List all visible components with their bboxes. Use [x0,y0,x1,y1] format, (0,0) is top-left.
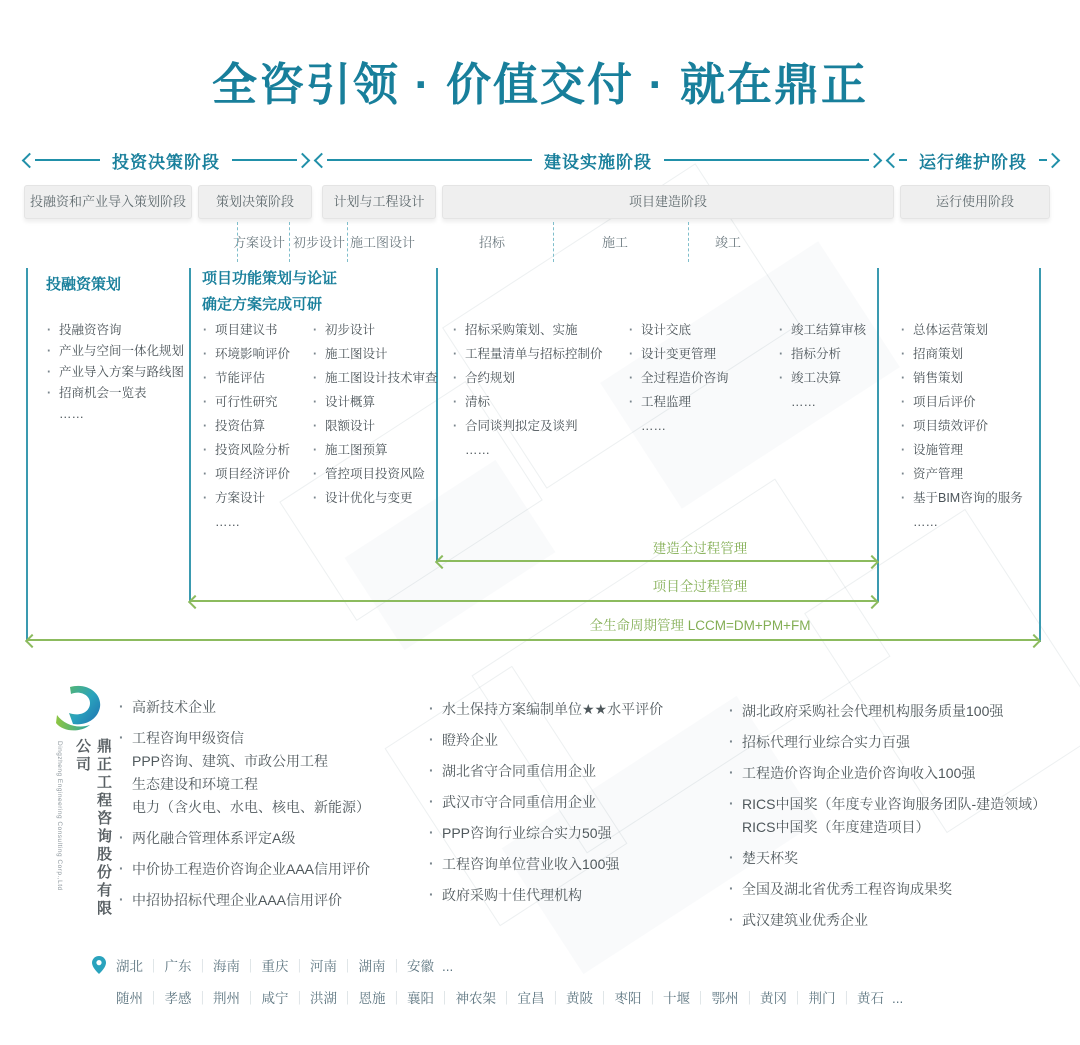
management-arrow-project [191,600,876,602]
service-item: · 全过程造价咨询 [628,370,729,386]
stage-box-project-construction: 项目建造阶段 [442,185,894,219]
service-item: …… [465,443,490,457]
city-item: ｜ 宜昌 [496,991,545,1006]
service-item: · 竣工决算 [778,370,866,386]
service-item: · 销售策划 [900,370,1023,386]
province-item: ｜ 广东 [143,959,192,974]
qualification-item: · 武汉市守合同重信用企业 [428,792,723,813]
service-item: · 资产管理 [900,466,1023,482]
city-item: ｜ 神农架 [434,991,496,1006]
sub-stage-construction-drawing: 施工图设计 [350,235,416,250]
service-list-feasibility-b [312,322,438,514]
qualification-item: · 工程造价咨询企业造价咨询收入100强 [728,763,1063,784]
city-item: ｜ 黄陂 [545,991,594,1006]
column-divider [26,268,28,642]
service-list-construction [628,322,729,442]
stage-box-financing-planning: 投融资和产业导入策划阶段 [24,185,192,219]
service-item: · 项目绩效评价 [900,418,1023,434]
management-arrow-lifecycle [28,639,1038,641]
qualification-item: · 工程咨询单位营业收入100强 [428,854,723,875]
phase-arrow-construction [316,148,880,172]
management-bar-label-construction: 建造全过程管理 [652,541,748,556]
column-header-line2: 确定方案完成可研 [202,296,323,313]
service-item: · 招商机会一览表 [46,385,184,401]
dashed-divider [289,222,290,262]
qualification-item: · 湖北政府采购社会代理机构服务质量100强 [728,701,1063,722]
service-item: · 施工图预算 [312,442,438,458]
service-item: · 施工图设计 [312,346,438,362]
qualification-item: · 瞪羚企业 [428,730,723,751]
service-item: · 清标 [452,394,603,410]
qualification-list-3 [728,691,1063,931]
service-item: · 投资估算 [202,418,290,434]
service-item: · 设计交底 [628,322,729,338]
service-item: …… [791,395,816,409]
city-item: ｜ 黄冈 [739,991,788,1006]
sub-stage-preliminary-design: 初步设计 [293,235,346,250]
qualification-item: · 中价协工程造价咨询企业AAA信用评价 [118,859,418,880]
company-name-english: Dingzheng Engineering Consulting Corp.,Ltd [56,741,63,891]
location-pin-icon [92,956,106,979]
column-header-feasibility [202,266,337,318]
service-item: · 施工图设计技术审查 [312,370,438,386]
province-item: ｜ 安徽 [386,959,435,974]
arrow-left-icon [22,152,38,168]
service-item: · 设计变更管理 [628,346,729,362]
dashed-divider [688,222,689,262]
city-list [116,988,903,1010]
management-bar-label-project: 项目全过程管理 [652,579,748,594]
qualification-item: · 水土保持方案编制单位★★水平评价 [428,699,723,720]
city-item: ｜ 枣阳 [593,991,642,1006]
column-header-line1: 项目功能策划与论证 [202,270,338,287]
phase-arrow-investment-decision [24,148,308,172]
service-item: · 合约规划 [452,370,603,386]
service-item: · 指标分析 [778,346,866,362]
province-item: ｜ 湖南 [337,959,386,974]
arrow-left-icon [314,152,330,168]
sub-stage-completion: 竣工 [714,235,741,250]
service-item: · 产业与空间一体化规划 [46,343,184,359]
phase-label: 投资决策阶段 [112,152,220,172]
qualification-item: · 招标代理行业综合实力百强 [728,732,1063,753]
province-item: 湖北 [116,959,143,974]
management-arrow-construction [438,560,876,562]
service-item: · 竣工结算审核 [778,322,866,338]
city-item: ｜ 荆州 [192,991,241,1006]
service-item: · 工程监理 [628,394,729,410]
stage-box-planning-decision: 策划决策阶段 [198,185,312,219]
qualification-item: · PPP咨询行业综合实力50强 [428,823,723,844]
qualification-item: · 两化融合管理体系评定A级 [118,828,418,849]
column-divider [189,268,191,602]
qualification-list-2 [428,689,723,906]
city-item: ｜ 洪湖 [289,991,338,1006]
qualification-item: · 湖北省守合同重信用企业 [428,761,723,782]
column-divider [877,268,879,602]
management-bar-label-lifecycle: 全生命周期管理 LCCM=DM+PM+FM [589,618,811,633]
arrow-right-icon [1045,152,1061,168]
qualification-item: · 中招协招标代理企业AAA信用评价 [118,890,418,911]
sub-stage-scheme-design: 方案设计 [233,235,286,250]
service-item: · 设计优化与变更 [312,490,438,506]
service-item: · 工程量清单与招标控制价 [452,346,603,362]
city-item: ｜ 孝感 [143,991,192,1006]
service-item: · 总体运营策划 [900,322,1023,338]
qualification-item: · 高新技术企业 [118,697,418,718]
service-item: · 管控项目投资风险 [312,466,438,482]
city-item: ｜ 鄂州 [690,991,739,1006]
service-item: · 节能评估 [202,370,290,386]
service-item: · 项目后评价 [900,394,1023,410]
city-item: ｜ 荆门 [787,991,836,1006]
dashed-divider [347,222,348,262]
service-list-financing [46,322,184,427]
city-item: ｜ 黄石 [836,991,885,1006]
company-name-chinese: 鼎正工程咨询股份有限公司 [74,738,112,918]
qualification-item: · 楚天杯奖 [728,848,1063,869]
city-item: ｜ 恩施 [337,991,386,1006]
service-list-feasibility-a [202,322,290,538]
service-item: · 基于BIM咨询的服务 [900,490,1023,506]
dashed-divider [237,222,238,262]
city-item: ｜ 十堰 [642,991,691,1006]
arrow-right-icon [295,152,311,168]
service-item: · 投资风险分析 [202,442,290,458]
service-item: · 设计概算 [312,394,438,410]
service-item: · 招商策划 [900,346,1023,362]
service-item: …… [215,515,240,529]
service-item: · 项目经济评价 [202,466,290,482]
column-divider [1039,268,1041,642]
service-item: · 设施管理 [900,442,1023,458]
qualification-item: · RICS中国奖（年度专业咨询服务团队-建造领域） [728,794,1063,815]
city-item: ｜ 襄阳 [386,991,435,1006]
province-item: ｜ 海南 [192,959,241,974]
service-item: · 合同谈判拟定及谈判 [452,418,603,434]
province-list [116,956,453,978]
service-item: · 限额设计 [312,418,438,434]
phase-arrow-operation [888,148,1058,172]
service-item: · 招标采购策划、实施 [452,322,603,338]
service-list-completion [778,322,866,418]
service-item: · 投融资咨询 [46,322,184,338]
qualification-item: · 政府采购十佳代理机构 [428,885,723,906]
province-item: ｜ 重庆 [240,959,289,974]
company-logo-icon [52,684,106,739]
service-item: · 环境影响评价 [202,346,290,362]
service-item: · 方案设计 [202,490,290,506]
service-item: …… [59,407,84,421]
dashed-divider [553,222,554,262]
qualification-item: PPP咨询、建筑、市政公用工程 [132,753,329,769]
province-item: ｜ 河南 [289,959,338,974]
qualification-item: · 全国及湖北省优秀工程咨询成果奖 [728,879,1063,900]
arrow-left-icon [886,152,902,168]
province-item: ... [442,959,454,974]
stage-box-plan-design: 计划与工程设计 [322,185,436,219]
service-item: …… [913,515,938,529]
service-item: · 可行性研究 [202,394,290,410]
phase-label: 建设实施阶段 [544,152,652,172]
sub-stage-bidding: 招标 [478,235,505,250]
qualification-item: 生态建设和环境工程 [132,776,258,792]
city-item: ... [892,991,904,1006]
qualification-item: 电力（含火电、水电、核电、新能源） [132,799,370,815]
phase-label: 运行维护阶段 [919,152,1027,172]
service-item: · 产业导入方案与路线图 [46,364,184,380]
sub-stage-construction: 施工 [601,235,628,250]
service-list-operation [900,322,1023,538]
column-header-financing: 投融资策划 [46,276,122,293]
qualification-item: · 武汉建筑业优秀企业 [728,910,1063,931]
page-title: 全咨引领 · 价值交付 · 就在鼎正 [212,59,868,110]
service-item: · 项目建议书 [202,322,290,338]
arrow-right-icon [867,152,883,168]
city-item: ｜ 咸宁 [240,991,289,1006]
qualification-item: RICS中国奖（年度建造项目） [742,819,930,835]
city-item: 随州 [116,991,143,1006]
qualification-item: · 工程咨询甲级资信 [118,728,418,749]
stage-box-operation-use: 运行使用阶段 [900,185,1050,219]
service-item: …… [641,419,666,433]
qualification-list-1 [118,687,418,911]
service-item: · 初步设计 [312,322,438,338]
service-list-bidding [452,322,603,466]
